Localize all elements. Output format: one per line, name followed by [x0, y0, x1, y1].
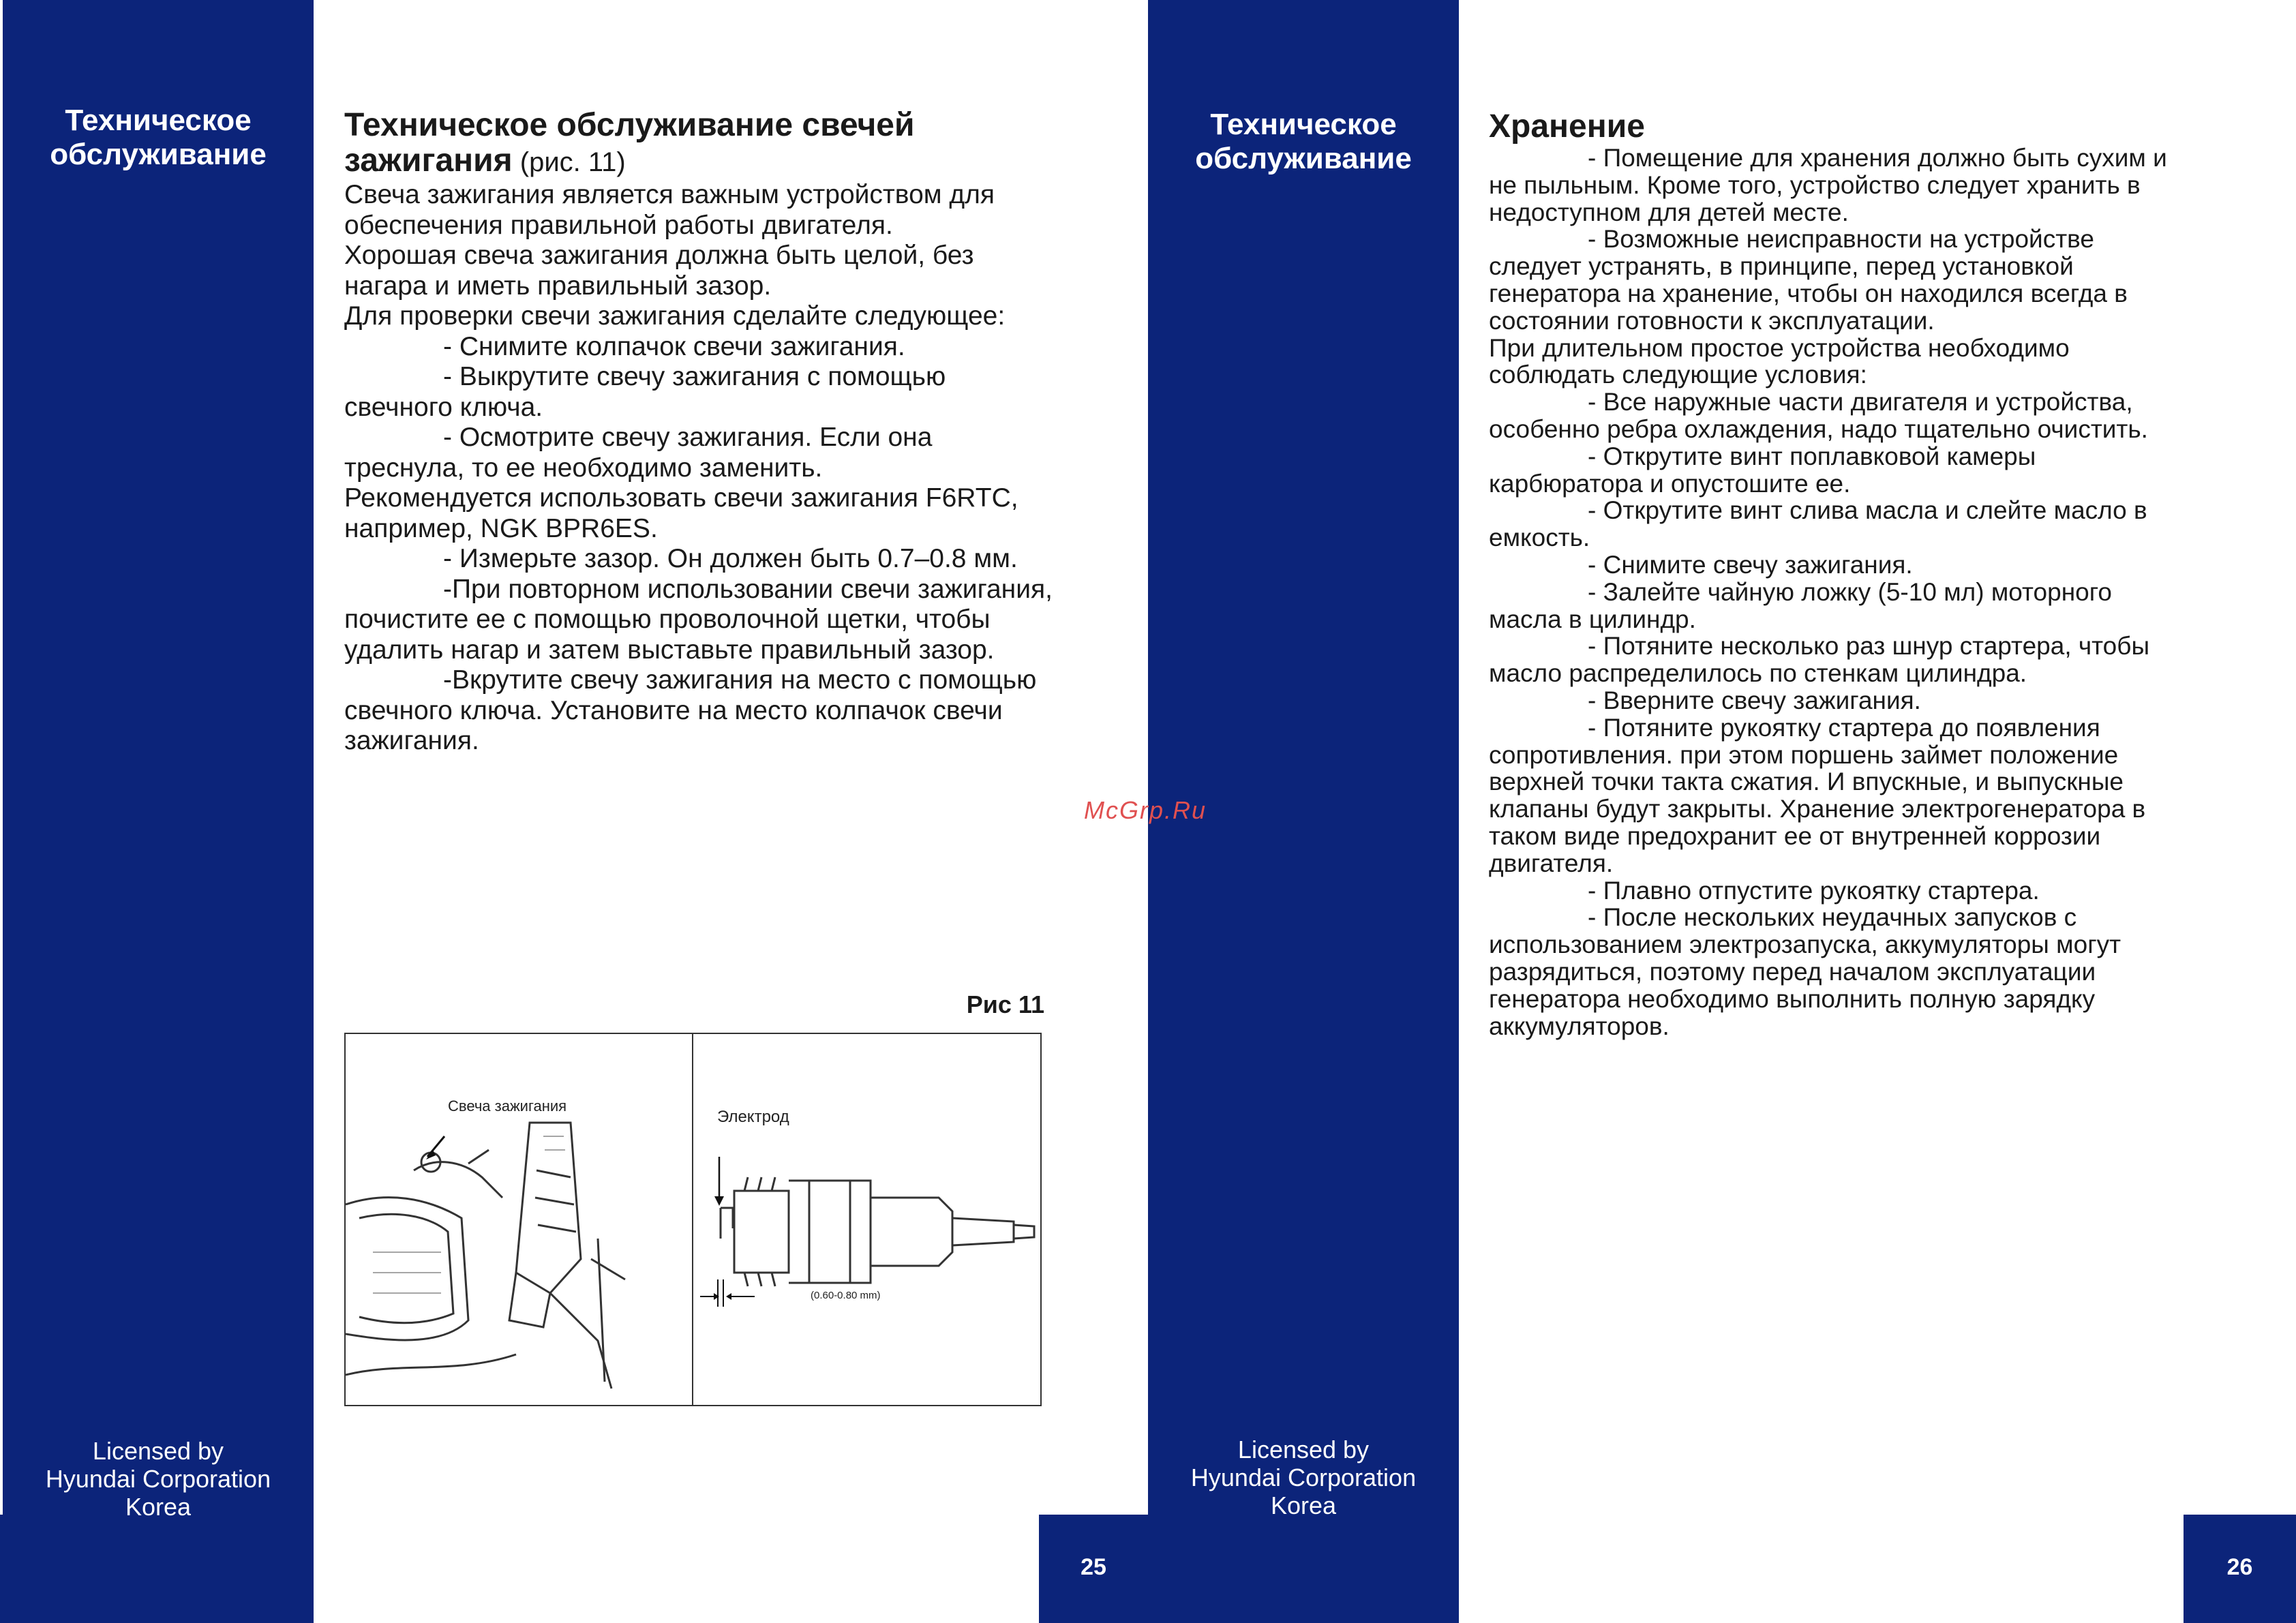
- list-item: - Снимите свечу зажигания.: [1588, 550, 1913, 579]
- paragraph: Для проверки свечи зажигания сделайте следующее:: [344, 301, 1006, 331]
- right-licensed-text: Licensed by Hyundai Corporation Korea: [1190, 1436, 1417, 1519]
- spark-plug-label: Свеча зажигания: [448, 1097, 567, 1114]
- list-item: - Выкрутите свечу зажигания с помощью свечного ключа.: [344, 362, 946, 422]
- left-page-number: 25: [1081, 1554, 1106, 1580]
- list-item: - Измерьте зазор. Он должен быть 0.7–0.8 мм.: [443, 544, 1018, 573]
- left-licensed-text: Licensed by Hyundai Corporation Korea: [45, 1437, 271, 1521]
- list-item: - После нескольких неудачных запусков с использованием электрозапуска, аккумуляторы могут разрядиться, поэтому перед началом эксплуатации генератора необходимо выполнить полную зарядку аккумуляторов.: [1489, 903, 2121, 1040]
- right-heading: Хранение: [1489, 108, 1645, 145]
- list-item: - Снимите колпачок свечи зажигания.: [443, 331, 905, 361]
- list-item: - Все наружные части двигателя и устройства, особенно ребра охлаждения, надо тщательно очистить.: [1489, 388, 2148, 443]
- left-sidebar: [3, 0, 314, 1623]
- list-item: - Открутите винт поплавковой камеры карбюратора и опустошите ее.: [1489, 442, 2036, 498]
- paragraph: Рекомендуется использовать свечи зажигания F6RTC, например, NGK BPR6ES.: [344, 483, 1018, 543]
- electrode-label: Электрод: [717, 1108, 789, 1126]
- paragraph: Хорошая свеча зажигания должна быть целой, без нагара и иметь правильный зазор.: [344, 241, 974, 301]
- figure-caption: Рис 11: [966, 990, 1044, 1018]
- list-item: - Помещение для хранения должно быть сухим и не пыльным. Кроме того, устройство следует хранить в недоступном для детей месте.: [1489, 144, 2167, 226]
- left-section-title: Техническое обслуживание: [50, 104, 267, 171]
- engine-illustration: [346, 1034, 692, 1405]
- list-item: - Потяните рукоятку стартера до появления сопротивления. при этом поршень займет положение верхней точки такта сжатия. И впускные, и выпускные клапаны будут закрыты. Хранение электрогенератора в таком виде предохранит ее от внутренней коррозии двигателя.: [1489, 713, 2146, 877]
- list-item: - Возможные неисправности на устройстве следует устранять, в принципе, перед установкой генератора на хранение, чтобы он находился всегда в состоянии готовности к эксплуатации.: [1489, 225, 2128, 335]
- list-item: - Открутите винт слива масла и слейте масло в емкость.: [1489, 496, 2147, 552]
- right-page-number: 26: [2226, 1554, 2253, 1580]
- right-section-title: Техническое обслуживание: [1195, 108, 1412, 175]
- list-item: - Плавно отпустите рукоятку стартера.: [1588, 876, 2040, 905]
- list-item: -Вкрутите свечу зажигания на место с помощью свечного ключа. Установите на место колпачок свечи зажигания.: [344, 665, 1037, 755]
- list-item: - Осмотрите свечу зажигания. Если она треснула, то ее необходимо заменить.: [344, 423, 933, 483]
- paragraph: Свеча зажигания является важным устройством для обеспечения правильной работы двигателя.: [344, 180, 995, 240]
- left-page-content: [344, 108, 1053, 757]
- left-heading: Техническое обслуживание свечей зажигания (рис. 11): [344, 107, 915, 179]
- list-item: - Залейте чайную ложку (5-10 мл) моторного масла в цилиндр.: [1489, 577, 2112, 633]
- figure-11: [344, 1033, 1042, 1406]
- list-item: - Потяните несколько раз шнур стартера, чтобы масло распределилось по стенкам цилиндра.: [1489, 632, 2150, 688]
- list-item: -При повторном использовании свечи зажигания, почистите ее с помощью проволочной щетки, чтобы удалить нагар и затем выставьте правильный зазор.: [344, 574, 1053, 665]
- paragraph: При длительном простое устройства необходимо соблюдать следующие условия:: [1489, 333, 2070, 389]
- spark-plug-illustration: [693, 1034, 1040, 1405]
- right-page-content: [1489, 109, 2191, 1040]
- watermark: McGrp.Ru: [1084, 796, 1207, 824]
- list-item: - Вверните свечу зажигания.: [1588, 686, 1921, 714]
- left-page-number-box: [0, 1515, 314, 1623]
- gap-label: (0.60-0.80 mm): [811, 1290, 881, 1301]
